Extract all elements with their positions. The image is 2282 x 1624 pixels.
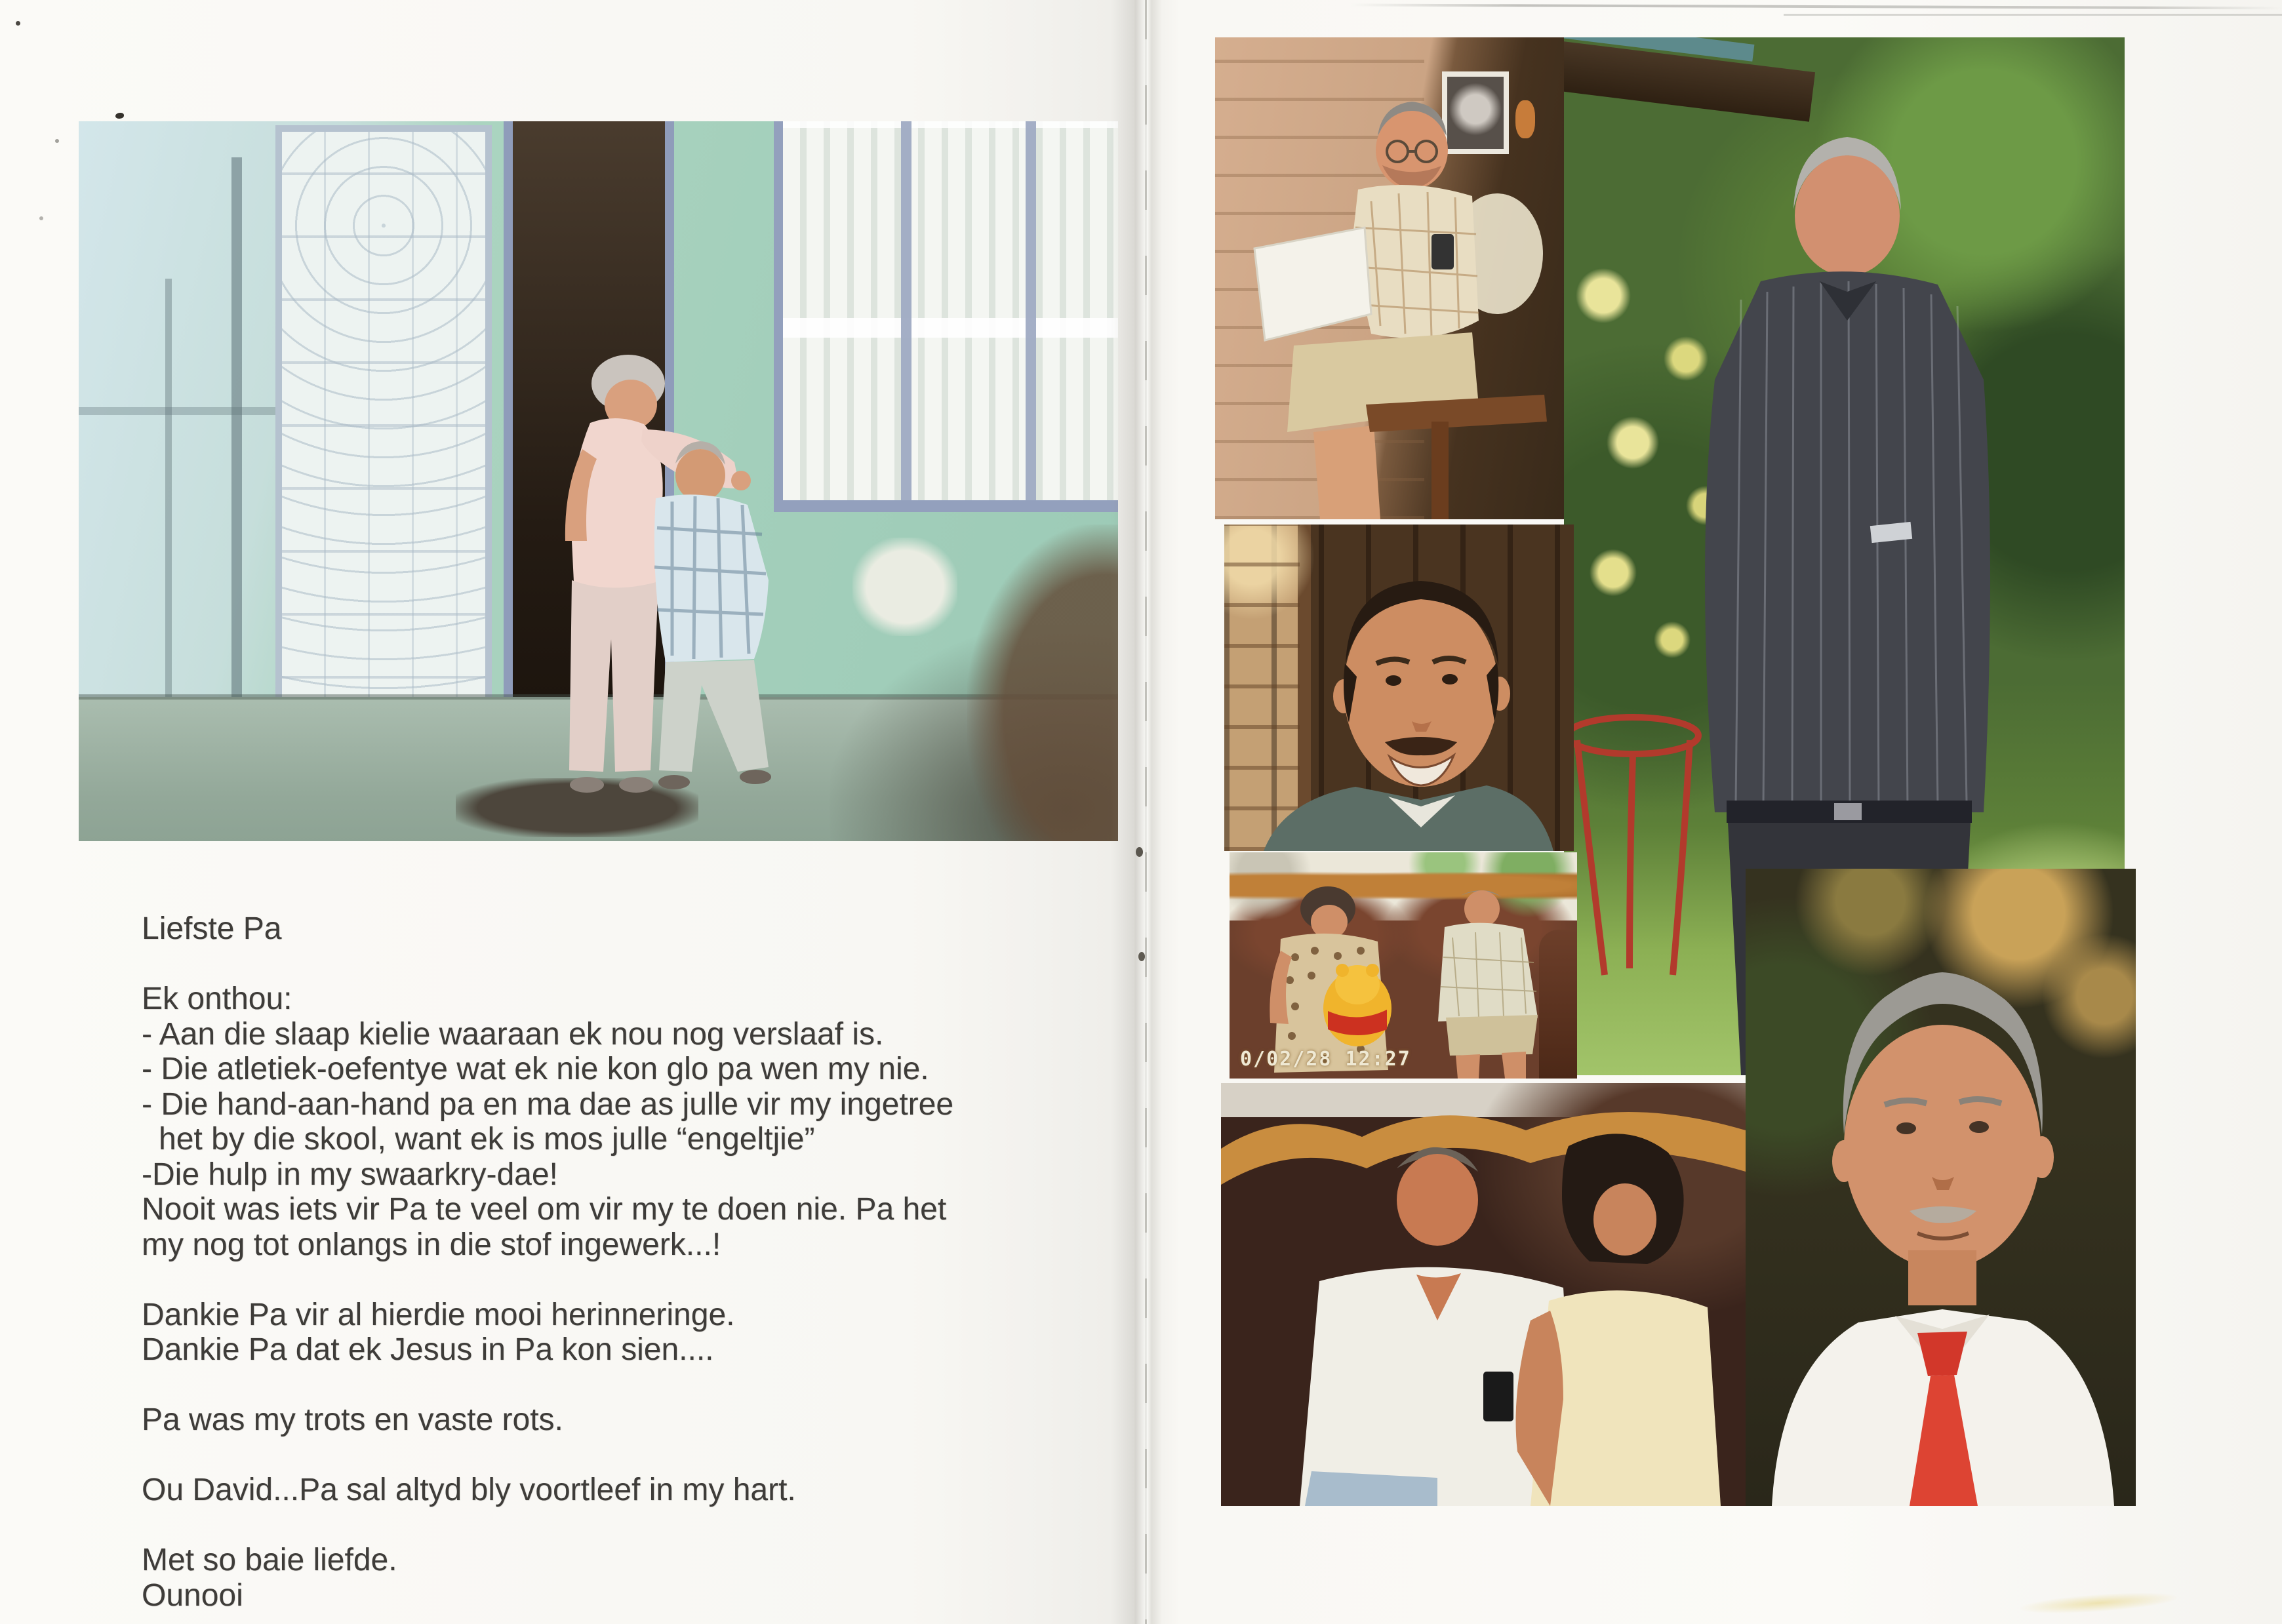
letter-line: Ou David...Pa sal altyd bly voortleef in my hart. [142,1473,796,1507]
letter-line: -Die hulp in my swaarkry-dae! [142,1157,558,1192]
ink-speck [16,21,20,26]
camera-date-stamp: 0/02/28 12:27 [1240,1048,1411,1071]
photo-smiling-man-portrait [1224,525,1574,851]
letter-line [142,1508,1099,1543]
photo-couple-at-house [79,121,1118,841]
smiling-man-figure [1224,525,1574,851]
letter-line [142,1262,1099,1297]
ink-speck [39,216,43,220]
fold-crease [1145,0,1147,1624]
letter-line: Ek onthou: [142,981,292,1016]
photo-couple-couch-pooh [1230,852,1577,1079]
letter-line: - Aan die slaap kielie waaraan ek nou nog verslaaf is. [142,1016,884,1052]
letter-line: Ounooi [142,1577,243,1613]
letter-line: Dankie Pa vir al hierdie mooi herinneringe. [142,1297,735,1332]
man-checked-shirt [1438,890,1538,1079]
photo-man-reading [1215,37,1564,519]
letter-line [142,1438,1099,1473]
page-fold [1111,0,1176,1624]
reading-man-figure [1215,37,1564,519]
scan-edge-line [1784,14,2282,16]
fold-staple-mark [1138,952,1145,961]
letter-line: my nog tot onlangs in die stof ingewerk...! [142,1227,721,1262]
letter-line [142,1368,1099,1403]
pooh-couch-figures [1230,852,1577,1079]
memorial-letter [142,911,1099,1613]
photo-portrait-red-tie [1746,869,2136,1506]
seated-couple-figures [1221,1083,1746,1506]
letter-line: Dankie Pa dat ek Jesus in Pa kon sien.... [142,1332,714,1367]
man-figure [654,441,771,789]
letter-line: het by die skool, want ek is mos julle “engeltjie” [159,1122,815,1157]
letter-line: Liefste Pa [142,911,282,946]
fold-staple-mark [1136,847,1143,857]
red-tie-man-figure [1746,869,2136,1506]
letter-line [142,947,1099,982]
letter-line: - Die atletiek-oefentye wat ek nie kon glo pa wen my nie. [142,1052,929,1086]
woman-cream-top [1516,1134,1721,1506]
letter-line: Pa was my trots en vaste rots. [142,1402,563,1437]
ink-speck [55,139,59,143]
letter-line: Nooit was iets vir Pa te veel om vir my te doen nie. Pa het [142,1192,947,1227]
letter-line: - Die hand-aan-hand pa en ma dae as julle vir my ingetree [142,1086,954,1122]
couple-figures [79,121,1118,841]
letter-line: Met so baie liefde. [142,1543,397,1577]
photo-couple-seated [1221,1083,1746,1506]
red-table [1567,717,1698,975]
